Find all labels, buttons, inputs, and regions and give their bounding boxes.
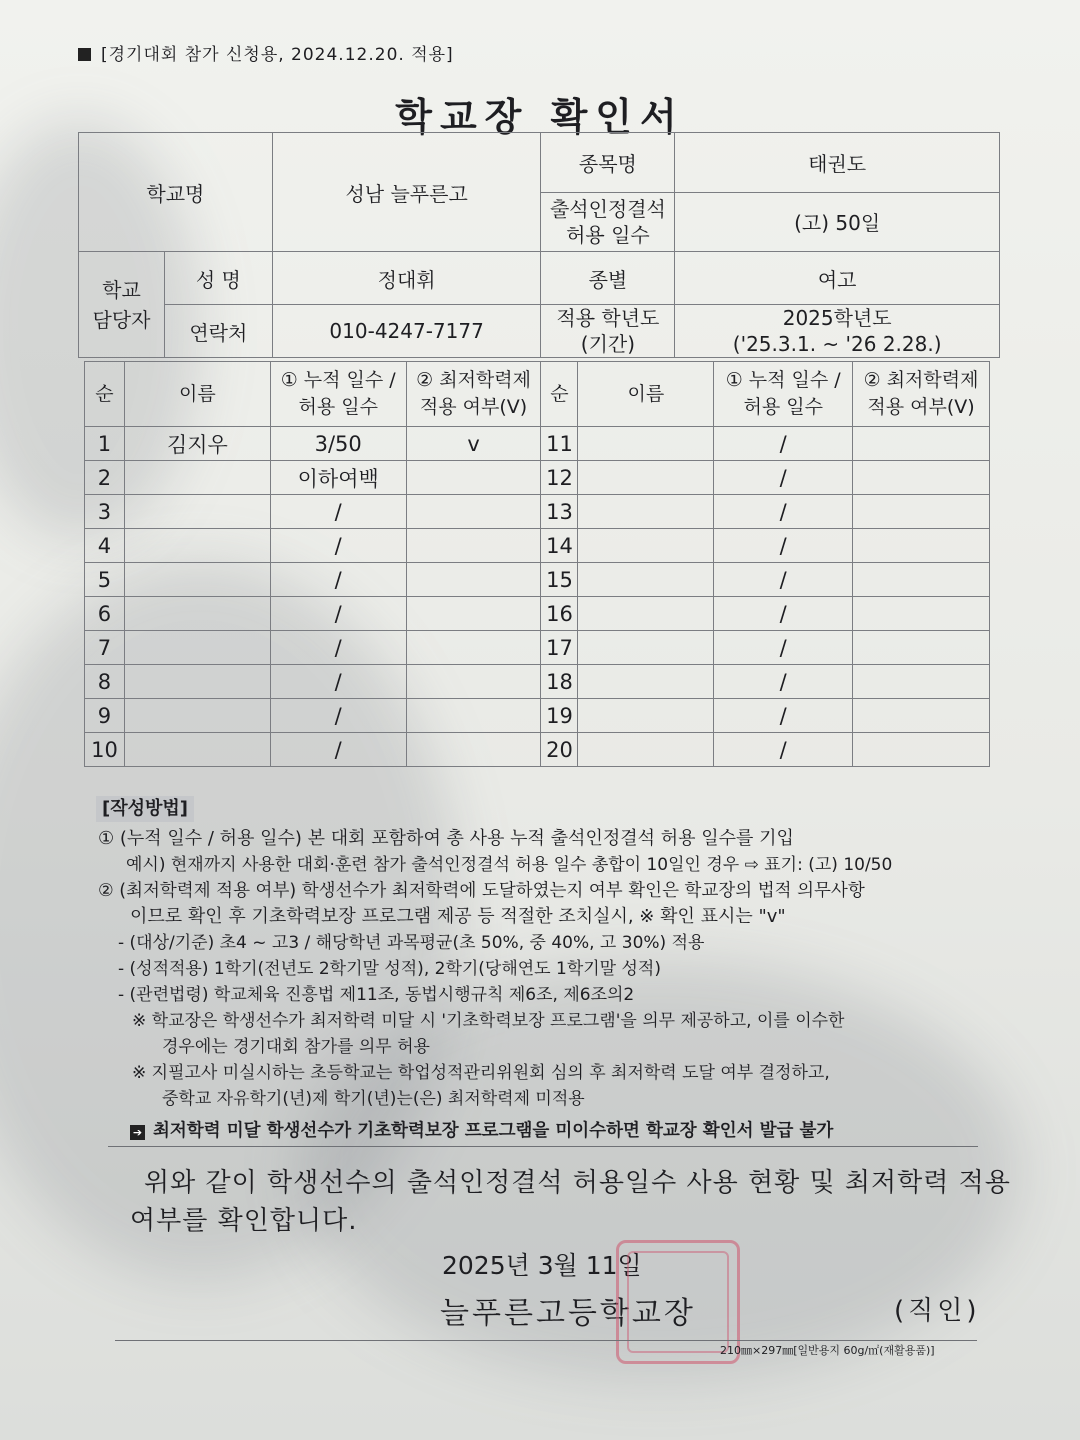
absence-label: 출석인정결석 허용 일수 [541, 192, 675, 252]
row-number: 17 [541, 631, 578, 665]
row-number: 20 [541, 733, 578, 767]
instruction-2-cont: 이므로 확인 후 기초학력보장 프로그램 제공 등 적절한 조치실시, ※ 확인 표시는 "v" [130, 906, 786, 927]
bullet-grades: - (성적적용) 1학기(전년도 2학기말 성적), 2학기(당해연도 1학기말 성적) [118, 959, 661, 979]
table-row [85, 427, 990, 461]
student-name [124, 733, 270, 767]
staff-label: 학교 담당자 [79, 252, 165, 358]
absence-days: / [270, 699, 406, 733]
arrow-note: ➔ 최저학력 미달 학생선수가 기초학력보장 프로그램을 미이수하면 학교장 확인서 발급 불가 [96, 1118, 996, 1144]
row-number: 8 [85, 665, 125, 699]
col-name-header: 이름 [124, 362, 270, 427]
min-achievement-check [406, 563, 541, 597]
year-value: 2025학년도 ('25.3.1. ~ '26 2.28.) [675, 305, 1000, 358]
student-name [124, 597, 270, 631]
row-number: 15 [541, 563, 578, 597]
student-name [578, 495, 714, 529]
student-name [578, 665, 714, 699]
instructions-heading: [작성방법] [96, 796, 194, 822]
absence-days: / [714, 631, 853, 665]
name-label: 성 명 [164, 252, 272, 305]
row-number: 9 [85, 699, 125, 733]
instruction-2: ② (최저학력제 적용 여부) 학생선수가 최저학력에 도달하였는지 여부 확인은 학교장의 법적 의무사항 [98, 881, 865, 901]
student-name [578, 529, 714, 563]
absence-value: (고) 50일 [675, 192, 1000, 252]
name-value: 정대휘 [272, 252, 541, 305]
issue-date: 2025년 3월 11일 [442, 1251, 642, 1280]
school-label: 학교명 [79, 133, 273, 252]
absence-days: / [270, 631, 406, 665]
row-number: 5 [85, 563, 125, 597]
min-achievement-check: v [406, 427, 541, 461]
absence-days: / [714, 495, 853, 529]
min-achievement-check [853, 733, 990, 767]
absence-days: / [714, 665, 853, 699]
table-row [85, 461, 990, 495]
absence-days: / [270, 733, 406, 767]
arrow-box-icon: ➔ [130, 1125, 145, 1140]
student-name [124, 699, 270, 733]
min-achievement-check [853, 495, 990, 529]
bullet-law: - (관련법령) 학교체육 진흥법 제11조, 동법시행규칙 제6조, 제6조의2 [118, 985, 635, 1005]
absence-days: / [714, 461, 853, 495]
row-number: 13 [541, 495, 578, 529]
table-row [85, 733, 990, 767]
min-achievement-check [853, 461, 990, 495]
bullet-target: - (대상/기준) 초4 ~ 고3 / 해당학년 과목평균(초 50%, 중 40%, 고 30%) 적용 [118, 933, 705, 953]
info-table [78, 132, 1000, 358]
sport-value: 태권도 [675, 133, 1000, 193]
absence-days: / [270, 597, 406, 631]
type-value: 여고 [675, 252, 1000, 305]
table-row [85, 699, 990, 733]
min-achievement-check [853, 563, 990, 597]
row-number: 12 [541, 461, 578, 495]
min-achievement-check [406, 529, 541, 563]
table-row [85, 597, 990, 631]
min-achievement-check [853, 529, 990, 563]
instruction-1: ① (누적 일수 / 허용 일수) 본 대회 포함하여 총 사용 누적 출석인정결석 허용 일수를 기입 [98, 828, 794, 849]
min-achievement-check [853, 597, 990, 631]
student-name [124, 665, 270, 699]
student-name [578, 563, 714, 597]
row-number: 19 [541, 699, 578, 733]
row-number: 1 [85, 427, 125, 461]
row-number: 3 [85, 495, 125, 529]
min-achievement-check [853, 631, 990, 665]
note-2-cont: 중학교 자유학기(년)제 학기(년)는(은) 최저학력제 미적용 [162, 1089, 585, 1109]
min-achievement-check [406, 461, 541, 495]
col-min-header: ② 최저학력제 적용 여부(V) [406, 362, 541, 427]
student-name [578, 597, 714, 631]
row-number: 11 [541, 427, 578, 461]
paper-spec: 210㎜×297㎜[일반용지 60g/㎡(재활용품)] [720, 1344, 935, 1357]
absence-days: / [270, 665, 406, 699]
min-achievement-check [853, 699, 990, 733]
student-name [578, 631, 714, 665]
student-name [124, 495, 270, 529]
absence-days: / [270, 529, 406, 563]
col-min-header: ② 최저학력제 적용 여부(V) [853, 362, 990, 427]
instruction-1-example: 예시) 현재까지 사용한 대회·훈련 참가 출석인정결석 허용 일수 총합이 10일인 경우 ⇨ 표기: (고) 10/50 [126, 855, 893, 875]
row-number: 6 [85, 597, 125, 631]
min-achievement-check [406, 495, 541, 529]
confirmation-text: 위와 같이 학생선수의 출석인정결석 허용일수 사용 현황 및 최저학력 적용 여부를 확인합니다. [130, 1168, 1011, 1236]
min-achievement-check [406, 733, 541, 767]
row-number: 16 [541, 597, 578, 631]
student-name [578, 461, 714, 495]
col-days-header: ① 누적 일수 / 허용 일수 [714, 362, 853, 427]
min-achievement-check [853, 427, 990, 461]
school-value: 성남 늘푸른고 [272, 133, 541, 252]
divider [108, 1146, 978, 1147]
min-achievement-check [406, 665, 541, 699]
min-achievement-check [406, 597, 541, 631]
absence-days: 3/50 [270, 427, 406, 461]
roster-table [84, 361, 990, 767]
page-title: 학교장 확인서 [395, 95, 685, 139]
table-row [85, 631, 990, 665]
contact-value: 010-4247-7177 [272, 305, 541, 358]
absence-days: / [714, 563, 853, 597]
col-no-header: 순 [541, 362, 578, 427]
student-name [124, 563, 270, 597]
absence-days: / [714, 733, 853, 767]
student-name [124, 461, 270, 495]
min-achievement-check [406, 699, 541, 733]
min-achievement-check [406, 631, 541, 665]
header-note: [경기대회 참가 신청용, 2024.12.20. 적용] [78, 40, 454, 65]
table-row [85, 495, 990, 529]
row-number: 14 [541, 529, 578, 563]
row-number: 4 [85, 529, 125, 563]
absence-days: 이하여백 [270, 461, 406, 495]
row-number: 10 [85, 733, 125, 767]
principal-signature: 늘푸른고등학교장 [440, 1296, 696, 1331]
student-name: 김지우 [124, 427, 270, 461]
table-row [85, 665, 990, 699]
table-row [85, 529, 990, 563]
col-no-header: 순 [85, 362, 125, 427]
absence-days: / [270, 563, 406, 597]
seal-label: (직인) [894, 1296, 981, 1326]
type-label: 종별 [541, 252, 675, 305]
seal-inner-border [627, 1251, 729, 1353]
student-name [124, 631, 270, 665]
student-name [578, 733, 714, 767]
sport-label: 종목명 [541, 133, 675, 193]
note-2: ※ 지필고사 미실시하는 초등학교는 학업성적관리위원회 심의 후 최저학력 도달 여부 결정하고, [132, 1063, 830, 1083]
instructions [96, 796, 996, 1144]
note-1: ※ 학교장은 학생선수가 최저학력 미달 시 '기초학력보장 프로그램'을 의무 제공하고, 이를 이수한 [132, 1011, 845, 1031]
student-name [124, 529, 270, 563]
absence-days: / [714, 699, 853, 733]
note-1-cont: 경우에는 경기대회 참가를 의무 허용 [162, 1037, 430, 1057]
row-number: 18 [541, 665, 578, 699]
table-row [85, 563, 990, 597]
contact-label: 연락처 [164, 305, 272, 358]
square-bullet-icon [78, 48, 91, 61]
year-label: 적용 학년도 (기간) [541, 305, 675, 358]
min-achievement-check [853, 665, 990, 699]
row-number: 2 [85, 461, 125, 495]
absence-days: / [714, 597, 853, 631]
col-days-header: ① 누적 일수 / 허용 일수 [270, 362, 406, 427]
absence-days: / [714, 529, 853, 563]
absence-days: / [270, 495, 406, 529]
absence-days: / [714, 427, 853, 461]
bottom-rule [115, 1340, 977, 1341]
row-number: 7 [85, 631, 125, 665]
student-name [578, 427, 714, 461]
student-name [578, 699, 714, 733]
col-name-header: 이름 [578, 362, 714, 427]
